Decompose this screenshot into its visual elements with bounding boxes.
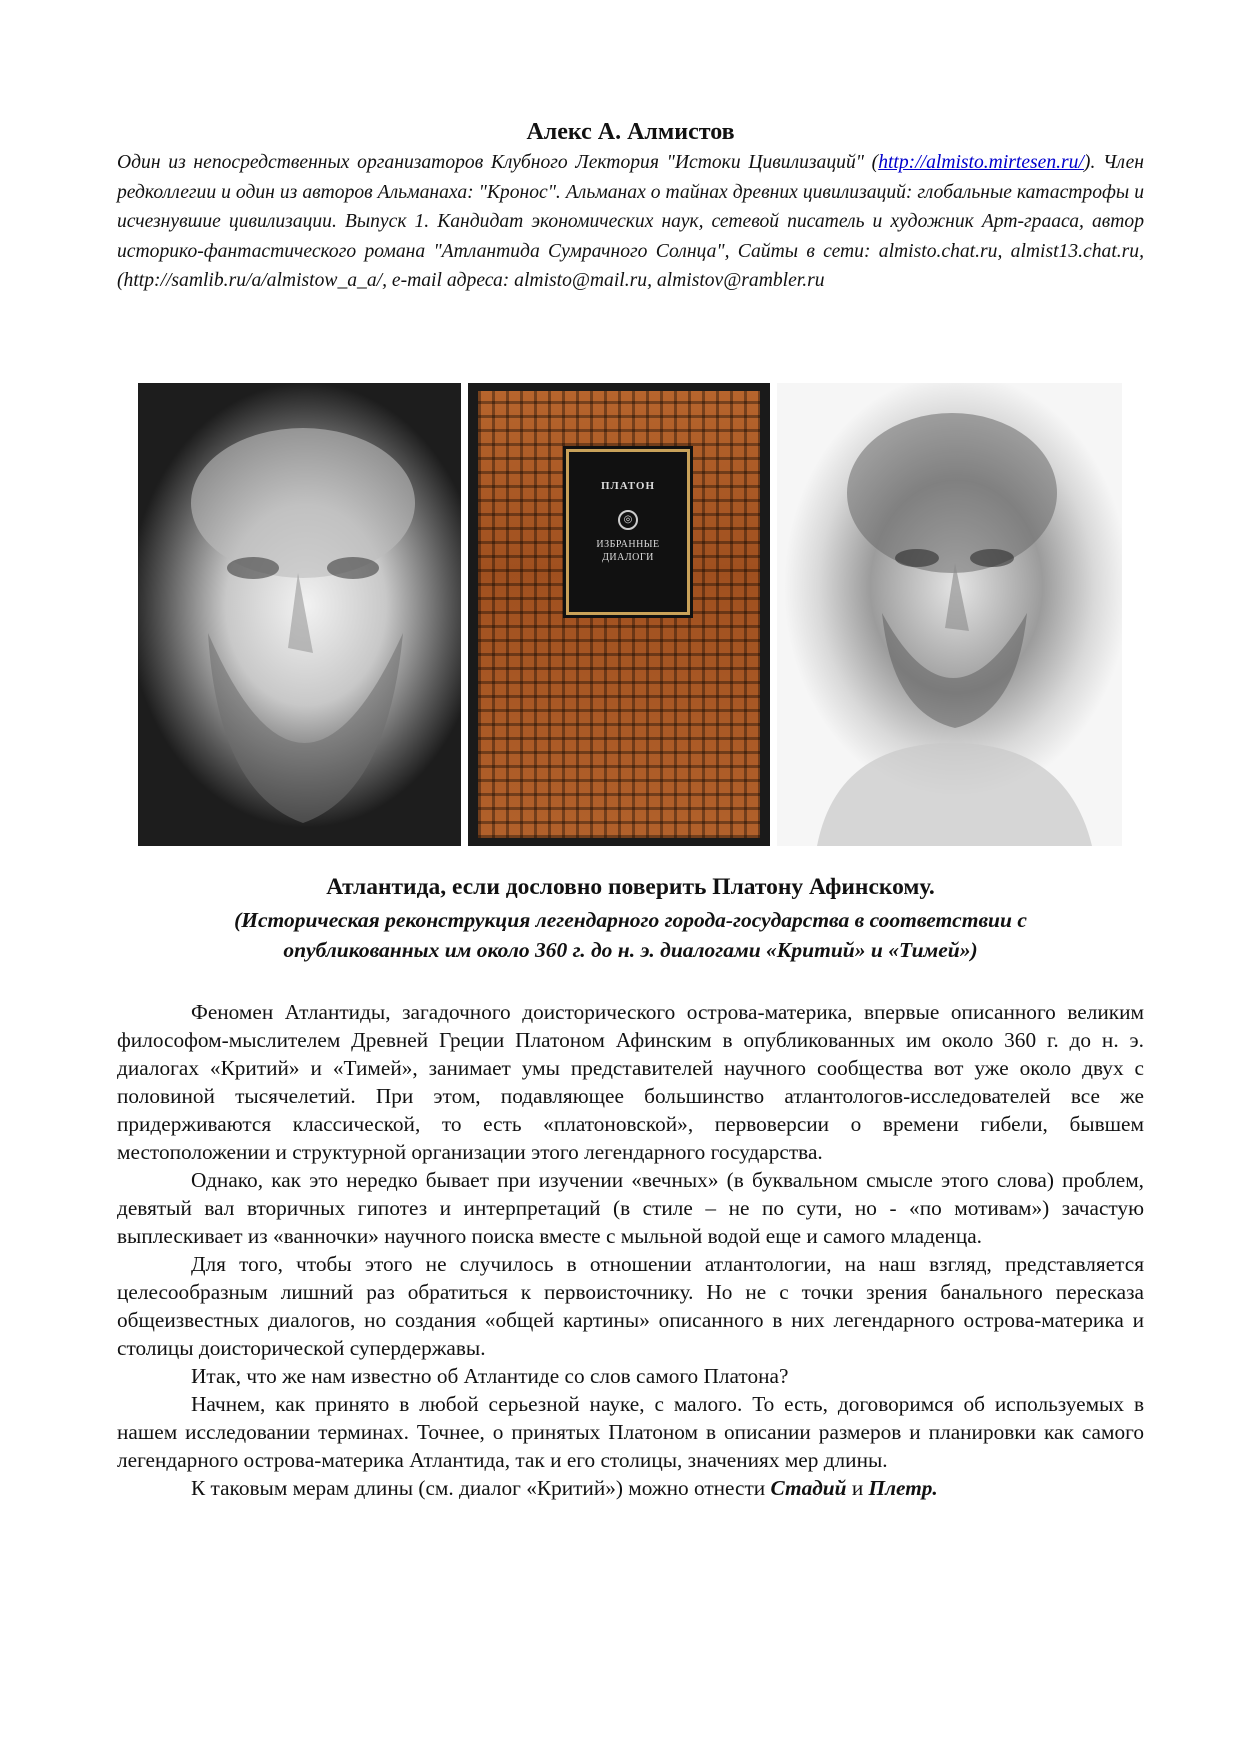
paragraph: Для того, чтобы этого не случилось в отношении атлантологии, на наш взгляд, представляется целесообразным лишний раз обратиться к первоисточнику. Но не с точки зрения банального пересказа общеизвестных диалогов, но создания «общей картины» описанного в них легендарного острова-материка и столицы доисторической супердержавы. (117, 1252, 1144, 1360)
book-title-line2: ДИАЛОГИ (602, 552, 654, 563)
term-plethron: Плетр. (868, 1476, 938, 1500)
aristotle-bust-image (777, 383, 1122, 846)
plato-book-cover-image (468, 383, 770, 846)
bio-text-2: ). Член редколлегии и один из авторов Альманаха: "Кронос". Альманах о тайнах древних цивилизаций: глобальные катастрофы и исчезнувшие цивилизации. Выпуск 1. Кандидат экономических наук, сетевой писатель и художник Арт-грааса, автор историко-фантастического романа "Атлантида Сумрачного Солнца", Сайты в сети: almisto.chat.ru, almist13.chat.ru, (http://samlib.ru/a/almistow_a_a/, e-mail адреса: almisto@mail.ru, almistov@rambler.ru (117, 152, 1144, 291)
plato-bust-image (138, 383, 461, 846)
author-name: Алекс А. Алмистов (526, 119, 735, 145)
article-title: Атлантида, если дословно поверить Платону Афинскому. (326, 874, 935, 900)
book-cover-panel (566, 449, 690, 615)
paragraph: Однако, как это нередко бывает при изучении «вечных» (в буквальном смысле этого слова) проблем, девятый вал вторичных гипотез и интерпретаций (в стиле – не по сути, но - «по мотивам») зачастую выплескивает из «ванночки» научного поиска вместе с мыльной водой еще и самого младенца. (117, 1168, 1144, 1248)
conjunction: и (846, 1476, 869, 1500)
article-subtitle-line2: опубликованных им около 360 г. до н. э. диалогами «Критий» и «Тимей») (283, 938, 978, 962)
article-subtitle (117, 905, 1144, 965)
book-author: ПЛАТОН (600, 480, 656, 492)
bio-link[interactable]: http://almisto.mirtesen.ru/ (878, 152, 1084, 173)
paragraph-last-text: К таковым мерам длины (см. диалог «Критий») можно отнести (191, 1476, 771, 1500)
bio-text-1: Один из непосредственных организаторов Клубного Лектория "Истоки Цивилизаций" ( (117, 152, 879, 173)
article-body (117, 998, 1144, 1502)
book-title-line1: ИЗБРАННЫЕ (596, 539, 660, 550)
book-cover-pattern (478, 391, 760, 838)
term-stadium: Стадий (770, 1476, 847, 1500)
author-bio (117, 148, 1144, 296)
paragraph-last (117, 1474, 1144, 1502)
book-emblem-icon: ◎ (618, 510, 638, 530)
paragraph: Феномен Атлантиды, загадочного доисторического острова-материка, впервые описанного великим философом-мыслителем Древней Греции Платоном Афинским в опубликованных им около 360 г. до н. э. диалогах «Критий» и «Тимей», занимает умы представителей научного сообщества вот уже около двух с половиной тысячелетий. При этом, подавляющее большинство атлантологов-исследователей все же придерживаются классической, то есть «платоновской», первоверсии о времени гибели, бывшем местоположении и структурной организации этого легендарного государства. (117, 1000, 1144, 1164)
paragraph: Начнем, как принято в любой серьезной науке, с малого. То есть, договоримся об используемых в нашем исследовании терминах. Точнее, о принятых Платоном в описании размеров и планировки как самого легендарного острова-материка Атлантида, так и его столицы, значениях мер длины. (117, 1392, 1144, 1472)
paragraph: Итак, что же нам известно об Атлантиде со слов самого Платона? (191, 1364, 789, 1388)
article-subtitle-line1: (Историческая реконструкция легендарного города-государства в соответствии с (234, 908, 1027, 932)
